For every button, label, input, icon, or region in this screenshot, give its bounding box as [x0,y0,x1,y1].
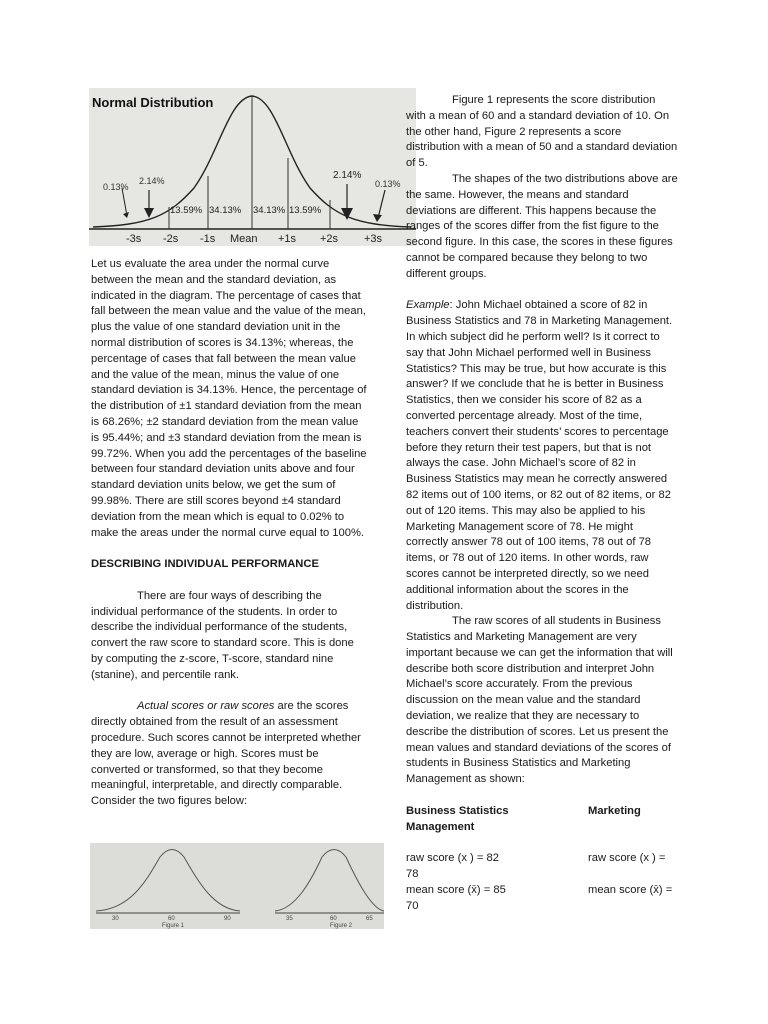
axis-label-plus2s: +2s [320,233,339,245]
raw-score-row [406,851,678,867]
raw-scores-term: Actual scores or raw scores [137,700,275,713]
left-column [91,257,367,810]
pct-right-inner: 2.14% [333,170,362,181]
two-distributions-figure [90,843,384,929]
pct-band-4: 13.59% [289,205,322,216]
axis-label-minus3s: -3s [126,233,142,245]
right-column [406,93,678,914]
pct-left-inner: 2.14% [139,176,165,186]
arrow-left-inner-head [144,208,154,218]
mean-score-row [406,883,678,899]
left-paragraph-1: Let us evaluate the area under the normal curve between the mean and the standard deviation, as indicated in the diagram. The percentage of cases that fall between the mean value and the value of the mean, plus the value of one standard deviation unit in the normal distribution of scores is 34.13%; whereas, the percentage of cases that fall between the mean value and the value of the mean, minus the value of one standard deviation is 34.13%. Hence, the percentage of the distribution of ±1 standard deviation from the mean is 68.26%; ±2 standard deviation from the mean value is 95.44%; and ±3 standard deviation from the mean is 99.72%. When you add the percentages of the baseline between four standard deviation units above and four standard deviation units below, we get the sum of 99.98%. There are still scores beyond ±4 standard deviation from the mean which is equal to 0.02% to make the areas under the normal curve equal to 100%. [91,258,367,539]
left-paragraph-3-text: are the scores directly obtained from the result of an assessment procedure. Such scores cannot be interpreted whether they are low, average or high. Scores must be converted or transformed, so that they become meaningful, interpretable, and directly comparable. Consider the two figures below: [91,700,361,808]
pct-band-1: 13.59% [170,205,203,216]
fig1-caption: Figure 1 [162,923,185,929]
pct-band-2: 34.13% [209,205,242,216]
raw-score-wrap: 78 [406,868,419,881]
axis-label-minus1s: -1s [200,233,216,245]
two-distributions-diagram [90,843,384,929]
fig1-curve [96,850,240,912]
normal-distribution-figure [89,88,416,246]
business-statistics-header: Business Statistics [406,804,509,817]
fig2-tick-60: 60 [330,916,337,922]
fig1-tick-90: 90 [224,916,231,922]
figure-title: Normal Distribution [92,95,214,110]
mean-score-marketing: mean score (x̄) = [588,883,673,896]
example-label: Example [406,299,450,312]
section-heading: DESCRIBING INDIVIDUAL PERFORMANCE [91,558,319,571]
mean-score-business: mean score (x̄) = 85 [406,883,506,896]
pct-band-3: 34.13% [253,205,286,216]
normal-curve-diagram [89,88,416,246]
example-paragraph [406,298,678,614]
mean-score-wrap: 70 [406,899,419,912]
arrow-right-outer-head [373,214,382,222]
raw-score-marketing: raw score (x ) = [588,852,666,865]
example-text: : John Michael obtained a score of 82 in Business Statistics and 78 in Marketing Management. In which subject did he perform well? Is it correct to say that John Michael performed well in Business Statistics? This may be true, but how accurate is this answer? If we conclude that he is better in Business Statistics, then we consider his score of 82 as a converted percentage already. Most of the time, teachers convert their students’ scores to percentage before they return their test papers, but that is not always the case. John Michael’s score of 82 in Business Statistics may mean he correctly answered 82 items out of 100 items, or 82 out of 82 items, or 82 out of 120 items. This may also be applied to his Marketing Management score of 78. He might correctly answer 78 out of 100 items, 78 out of 78 items, or 78 out of 120 items. In other words, raw scores cannot be interpreted directly, so we need additional information about the scores in the distribution. [406,299,673,612]
fig2-curve [275,850,384,912]
arrow-right-outer [378,190,385,218]
fig1-tick-30: 30 [112,916,119,922]
fig2-tick-65: 65 [366,916,373,922]
fig2-caption: Figure 2 [330,923,353,929]
right-paragraph-2: The shapes of the two distributions above are the same. However, the means and standard deviations are different. This happens because the ranges of the scores differ from the fist figure to the second figure. In this case, the scores in these figures cannot be compared because they belong to two different groups. [406,172,678,280]
marketing-header: Marketing [588,804,641,817]
fig1-tick-60: 60 [168,916,175,922]
pct-left-outer: 0.13% [103,182,129,192]
pct-right-outer: 0.13% [375,179,401,189]
axis-label-minus2s: -2s [163,233,179,245]
axis-label-plus3s: +3s [364,233,383,245]
left-paragraph-3 [91,699,367,810]
left-paragraph-2: There are four ways of describing the individual performance of the students. In order to describe the individual performance of the students, convert the raw score to standard score. This is done by computing the z-score, T-score, standard nine (stanine), and percentile rank. [91,589,354,681]
arrow-left-outer [122,188,127,216]
right-paragraph-1: Figure 1 represents the score distribution with a mean of 60 and a standard deviation of 10. On the other hand, Figure 2 represents a score distribution with a mean of 50 and a standard deviation of 5. [406,94,678,170]
right-paragraph-4: The raw scores of all students in Business Statistics and Marketing Management are very important because we can get the information that will describe both score distribution and interpret John Michael’s score accurately. From the previous discussion on the mean value and the standard deviation, we realize that they are necessary to describe the distribution of scores. Let us present the mean values and standard deviations of the scores of students in Business Statistics and Marketing Management as shown: [406,615,673,786]
axis-label-mean: Mean [230,233,258,245]
raw-score-business: raw score (x ) = 82 [406,852,499,865]
score-table-header [406,804,678,820]
axis-label-plus1s: +1s [278,233,297,245]
score-table [406,804,678,915]
fig2-tick-35: 35 [286,916,293,922]
management-header: Management [406,820,475,833]
